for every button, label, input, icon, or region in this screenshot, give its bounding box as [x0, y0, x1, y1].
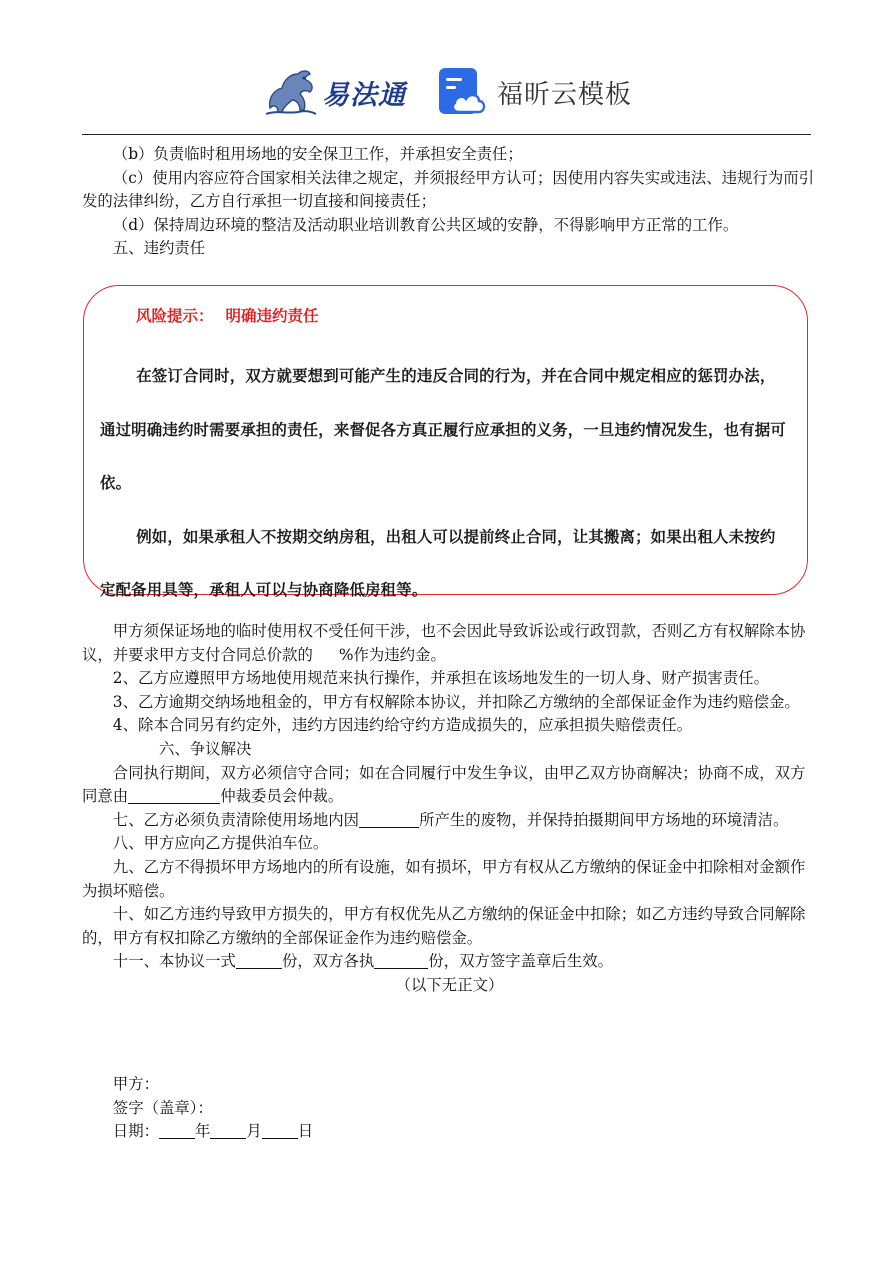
month-label: 月: [246, 1122, 262, 1141]
clause-1-tail: %作为违约金。: [338, 645, 446, 664]
clause-2: 2、乙方应遵照甲方场地使用规范来执行操作，并承担在该场地发生的一切人身、财产损害责任。: [112, 669, 769, 688]
day-blank: [262, 1122, 298, 1139]
clauses-top: [82, 143, 817, 261]
clause-6-text: 合同执行期间，双方必须信守合同；如在合同履行中发生争议，由甲乙双方协商解决；协商不成，双方同意由: [82, 763, 806, 806]
clause-10: 十、如乙方违约导致甲方损失的，甲方有权优先从乙方缴纳的保证金中扣除；如乙方违约导致合同解除的，甲方有权扣除乙方缴纳的全部保证金作为违约赔偿金。: [82, 905, 806, 947]
clause-11-tail: 份，双方签字盖章后生效。: [428, 952, 613, 971]
clause-7: [82, 809, 817, 833]
party-a-label: 甲方：: [112, 1075, 159, 1093]
fuxin-logo: [437, 66, 632, 118]
no-further-text: （以下无正文）: [395, 975, 504, 994]
clause-b: （b）负责临时租用场地的安全保卫工作，并承担安全责任；: [112, 145, 523, 163]
page-header: [0, 58, 893, 128]
clause-6-tail: 仲裁委员会仲裁。: [220, 787, 344, 806]
clauses-bottom: [82, 620, 817, 998]
day-label: 日: [297, 1122, 314, 1141]
copies-each-blank: [374, 952, 428, 969]
cloud-document-icon: [437, 66, 487, 118]
logo1-text: 易法通: [322, 79, 406, 111]
clause-4: 4、除本合同另有约定外，违约方因违约给守约方造成损失的，应承担损失赔偿责任。: [112, 716, 693, 735]
header-divider: [82, 134, 811, 135]
risk-tip-heading: 明确违约责任: [225, 307, 319, 325]
risk-tip-label: 风险提示：: [136, 307, 214, 325]
clause-9: 九、乙方不得损坏甲方场地内的所有设施，如有损坏，甲方有权从乙方缴纳的保证金中扣除相对金额作为损坏赔偿。: [82, 857, 806, 900]
clause-6: [82, 762, 817, 809]
arbitration-blank: [128, 787, 220, 804]
clause-11-mid: 份，双方各执: [281, 952, 375, 971]
clause-8: 八、甲方应向乙方提供泊车位。: [112, 834, 329, 853]
signature-block: [82, 1073, 817, 1144]
year-label: 年: [194, 1122, 211, 1141]
clause-1-text: 甲方须保证场地的临时使用权不受任何干涉，也不会因此导致诉讼或行政罚款，否则乙方有权解除本协议，并要求甲方支付合同总价款的: [82, 622, 806, 664]
clause-7-text: 七、乙方必须负责清除使用场地内因: [112, 810, 360, 829]
section-5-heading: 五、违约责任: [112, 239, 206, 258]
clause-3: 3、乙方逾期交纳场地租金的，甲方有权解除本协议，并扣除乙方缴纳的全部保证金作为违约赔偿金。: [112, 692, 800, 711]
clause-7-tail: 所产生的废物，并保持拍摄期间甲方场地的环境清洁。: [419, 810, 789, 829]
waste-blank: [359, 811, 419, 828]
month-blank: [210, 1122, 246, 1139]
date-label: 日期：: [112, 1122, 159, 1141]
risk-tip-title: [136, 304, 319, 326]
clause-11: [82, 950, 817, 974]
clause-d: （d）保持周边环境的整洁及活动职业培训教育公共区域的安静，不得影响甲方正常的工作。: [112, 215, 739, 234]
risk-tip-body: [100, 350, 790, 618]
risk-tip-box: [83, 285, 808, 599]
clause-1: [82, 620, 817, 667]
year-blank: [159, 1122, 195, 1139]
clause-c: （c）使用内容应符合国家相关法律之规定，并须报经甲方认可；因使用内容失实或违法、违规行为而引发的法律纠纷，乙方自行承担一切直接和间接责任；: [82, 168, 814, 211]
date-line: [82, 1120, 817, 1144]
yifatong-logo: [262, 64, 406, 120]
section-6-heading: 六、争议解决: [159, 739, 252, 758]
copies-blank: [236, 952, 282, 969]
clause-11-text: 十一、本协议一式: [112, 952, 236, 971]
risk-paragraph-2: 例如，如果承租人不按期交纳房租，出租人可以提前终止合同，让其搬离；如果出租人未按约定配备用具等，承租人可以与协商降低房租等。: [100, 527, 776, 599]
logo2-text: 福昕云模板: [497, 79, 633, 110]
signature-label: 签字（盖章）：: [112, 1098, 213, 1117]
risk-paragraph-1: 在签订合同时，双方就要想到可能产生的违反合同的行为，并在合同中规定相应的惩罚办法，通过明确违约时需要承担的责任，来督促各方真正履行应承担的义务，一旦违约情况发生，也有据可依。: [100, 367, 786, 492]
horse-emblem-icon: [262, 64, 320, 120]
